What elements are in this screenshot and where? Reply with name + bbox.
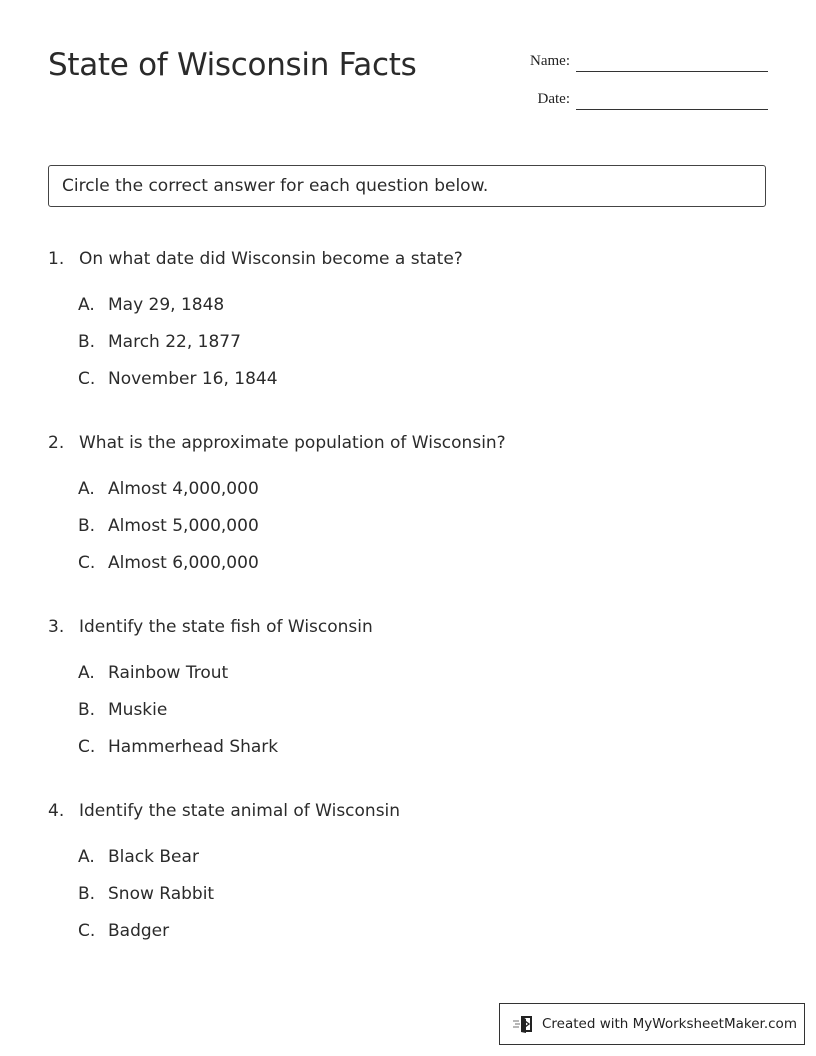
answer-options xyxy=(48,661,768,759)
question-1 xyxy=(48,247,768,404)
option-letter: C. xyxy=(78,369,96,389)
footer-credit-badge[interactable] xyxy=(499,1003,805,1045)
answer-options xyxy=(48,477,768,575)
option-letter: C. xyxy=(78,553,96,573)
answer-option-a[interactable] xyxy=(78,661,768,685)
option-text: Black Bear xyxy=(108,847,199,867)
date-label: Date: xyxy=(537,91,570,107)
name-label: Name: xyxy=(530,53,570,69)
name-blank-line xyxy=(576,57,768,72)
page-title: State of Wisconsin Facts xyxy=(48,47,417,83)
question-number: 1. xyxy=(48,249,65,269)
question-prompt xyxy=(48,247,768,271)
option-letter: A. xyxy=(78,663,95,683)
answer-options xyxy=(48,293,768,391)
question-2 xyxy=(48,431,768,588)
answer-option-c[interactable] xyxy=(78,735,768,759)
question-text: What is the approximate population of Wisconsin? xyxy=(79,433,506,453)
answer-option-b[interactable] xyxy=(78,882,768,906)
question-4 xyxy=(48,799,768,956)
question-prompt xyxy=(48,799,768,823)
option-text: March 22, 1877 xyxy=(108,332,241,352)
question-prompt xyxy=(48,615,768,639)
option-letter: C. xyxy=(78,737,96,757)
date-field xyxy=(500,91,768,107)
worksheet-maker-logo-icon xyxy=(512,1014,536,1034)
answer-option-a[interactable] xyxy=(78,845,768,869)
option-text: Almost 6,000,000 xyxy=(108,553,259,573)
instructions-box xyxy=(48,165,766,207)
option-text: Muskie xyxy=(108,700,168,720)
question-text: On what date did Wisconsin become a state? xyxy=(79,249,463,269)
answer-option-a[interactable] xyxy=(78,477,768,501)
date-blank-line xyxy=(576,95,768,110)
question-prompt xyxy=(48,431,768,455)
question-number: 4. xyxy=(48,801,65,821)
option-text: Badger xyxy=(108,921,170,941)
answer-option-c[interactable] xyxy=(78,919,768,943)
footer-text: Created with MyWorksheetMaker.com xyxy=(542,1016,797,1032)
answer-option-c[interactable] xyxy=(78,367,768,391)
answer-options xyxy=(48,845,768,943)
question-number: 2. xyxy=(48,433,65,453)
answer-option-c[interactable] xyxy=(78,551,768,575)
option-letter: A. xyxy=(78,479,95,499)
answer-option-a[interactable] xyxy=(78,293,768,317)
option-letter: B. xyxy=(78,516,96,536)
option-text: Almost 5,000,000 xyxy=(108,516,259,536)
option-text: Snow Rabbit xyxy=(108,884,215,904)
option-text: Almost 4,000,000 xyxy=(108,479,259,499)
question-3 xyxy=(48,615,768,772)
answer-option-b[interactable] xyxy=(78,330,768,354)
option-text: Rainbow Trout xyxy=(108,663,229,683)
option-letter: A. xyxy=(78,295,95,315)
question-text: Identify the state fish of Wisconsin xyxy=(79,617,373,637)
option-letter: B. xyxy=(78,884,96,904)
option-letter: B. xyxy=(78,700,96,720)
option-text: Hammerhead Shark xyxy=(108,737,279,757)
answer-option-b[interactable] xyxy=(78,514,768,538)
question-text: Identify the state animal of Wisconsin xyxy=(79,801,401,821)
question-number: 3. xyxy=(48,617,65,637)
option-letter: A. xyxy=(78,847,95,867)
answer-option-b[interactable] xyxy=(78,698,768,722)
option-text: November 16, 1844 xyxy=(108,369,278,389)
option-letter: C. xyxy=(78,921,96,941)
name-field xyxy=(500,53,768,69)
option-letter: B. xyxy=(78,332,96,352)
option-text: May 29, 1848 xyxy=(108,295,225,315)
instructions-text: Circle the correct answer for each question below. xyxy=(62,176,489,196)
